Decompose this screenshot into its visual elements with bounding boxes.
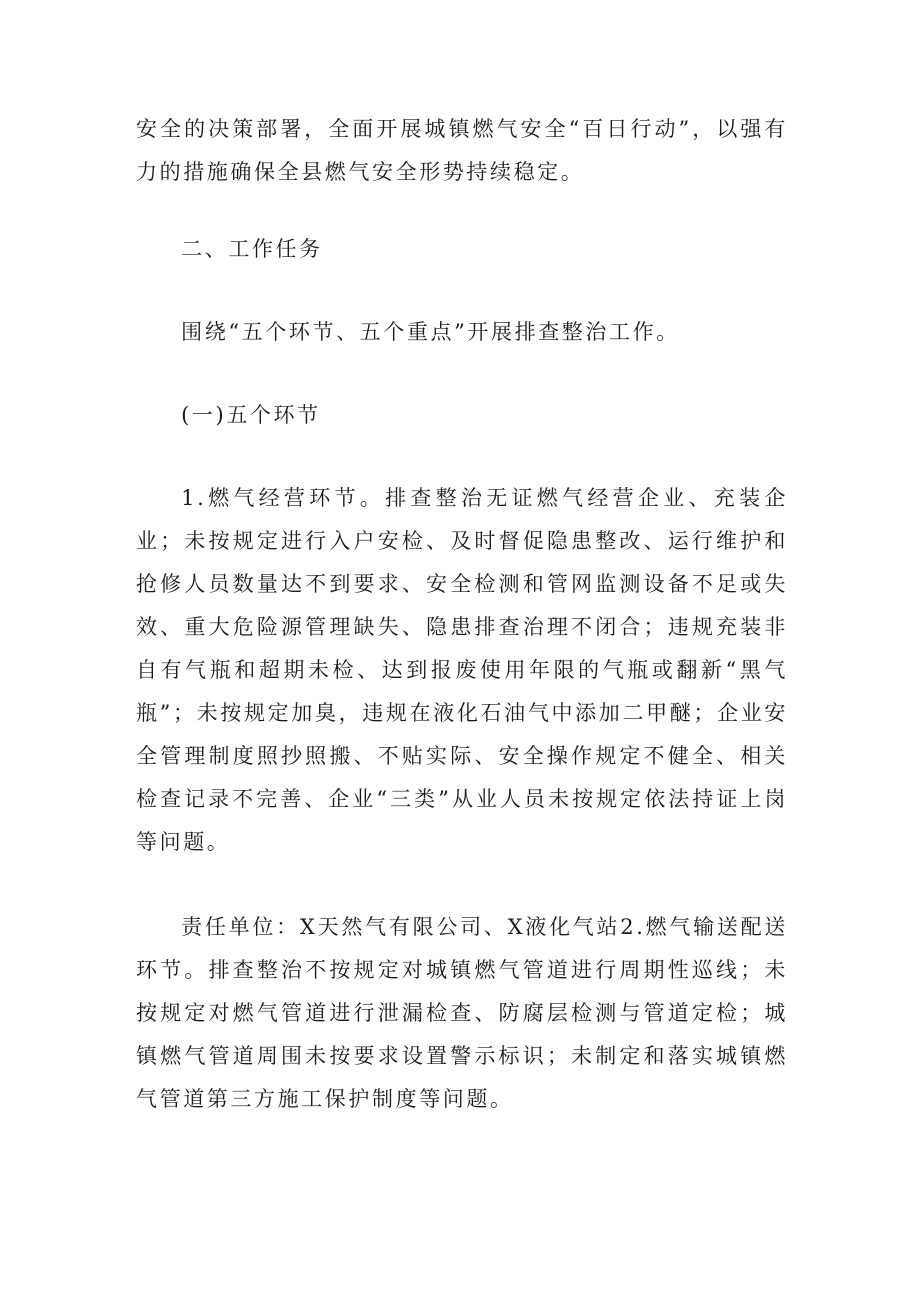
document-page: [136, 108, 788, 1121]
item-2-paragraph: 责任单位：X天然气有限公司、X液化气站2.燃气输送配送环节。排查整治不按规定对城镇燃气管道进行周期性巡线；未按规定对燃气管道进行泄漏检查、防腐层检测与管道定检；城镇燃气管道周围未按要求设置警示标识；未制定和落实城镇燃气管道第三方施工保护制度等问题。: [136, 915, 788, 1111]
item-1-paragraph: 1.燃气经营环节。排查整治无证燃气经营企业、充装企业；未按规定进行入户安检、及时督促隐患整改、运行维护和抢修人员数量达不到要求、安全检测和管网监测设备不足或失效、重大危险源管理缺失、隐患排查治理不闭合；违规充装非自有气瓶和超期未检、达到报废使用年限的气瓶或翻新“黑气瓶”；未按规定加臭，违规在液化石油气中添加二甲醚；企业安全管理制度照抄照搬、不贴实际、安全操作规定不健全、相关检查记录不完善、企业“三类”从业人员未按规定依法持证上岗等问题。: [136, 486, 788, 854]
section-summary-paragraph: 围绕“五个环节、五个重点”开展排查整治工作。: [181, 320, 680, 344]
section-heading: 二、工作任务: [181, 237, 323, 261]
intro-continuation-paragraph: 安全的决策部署，全面开展城镇燃气安全“百日行动”，以强有力的措施确保全县燃气安全形势持续稳定。: [136, 117, 788, 184]
subsection-heading: (一)五个环节: [181, 403, 321, 427]
